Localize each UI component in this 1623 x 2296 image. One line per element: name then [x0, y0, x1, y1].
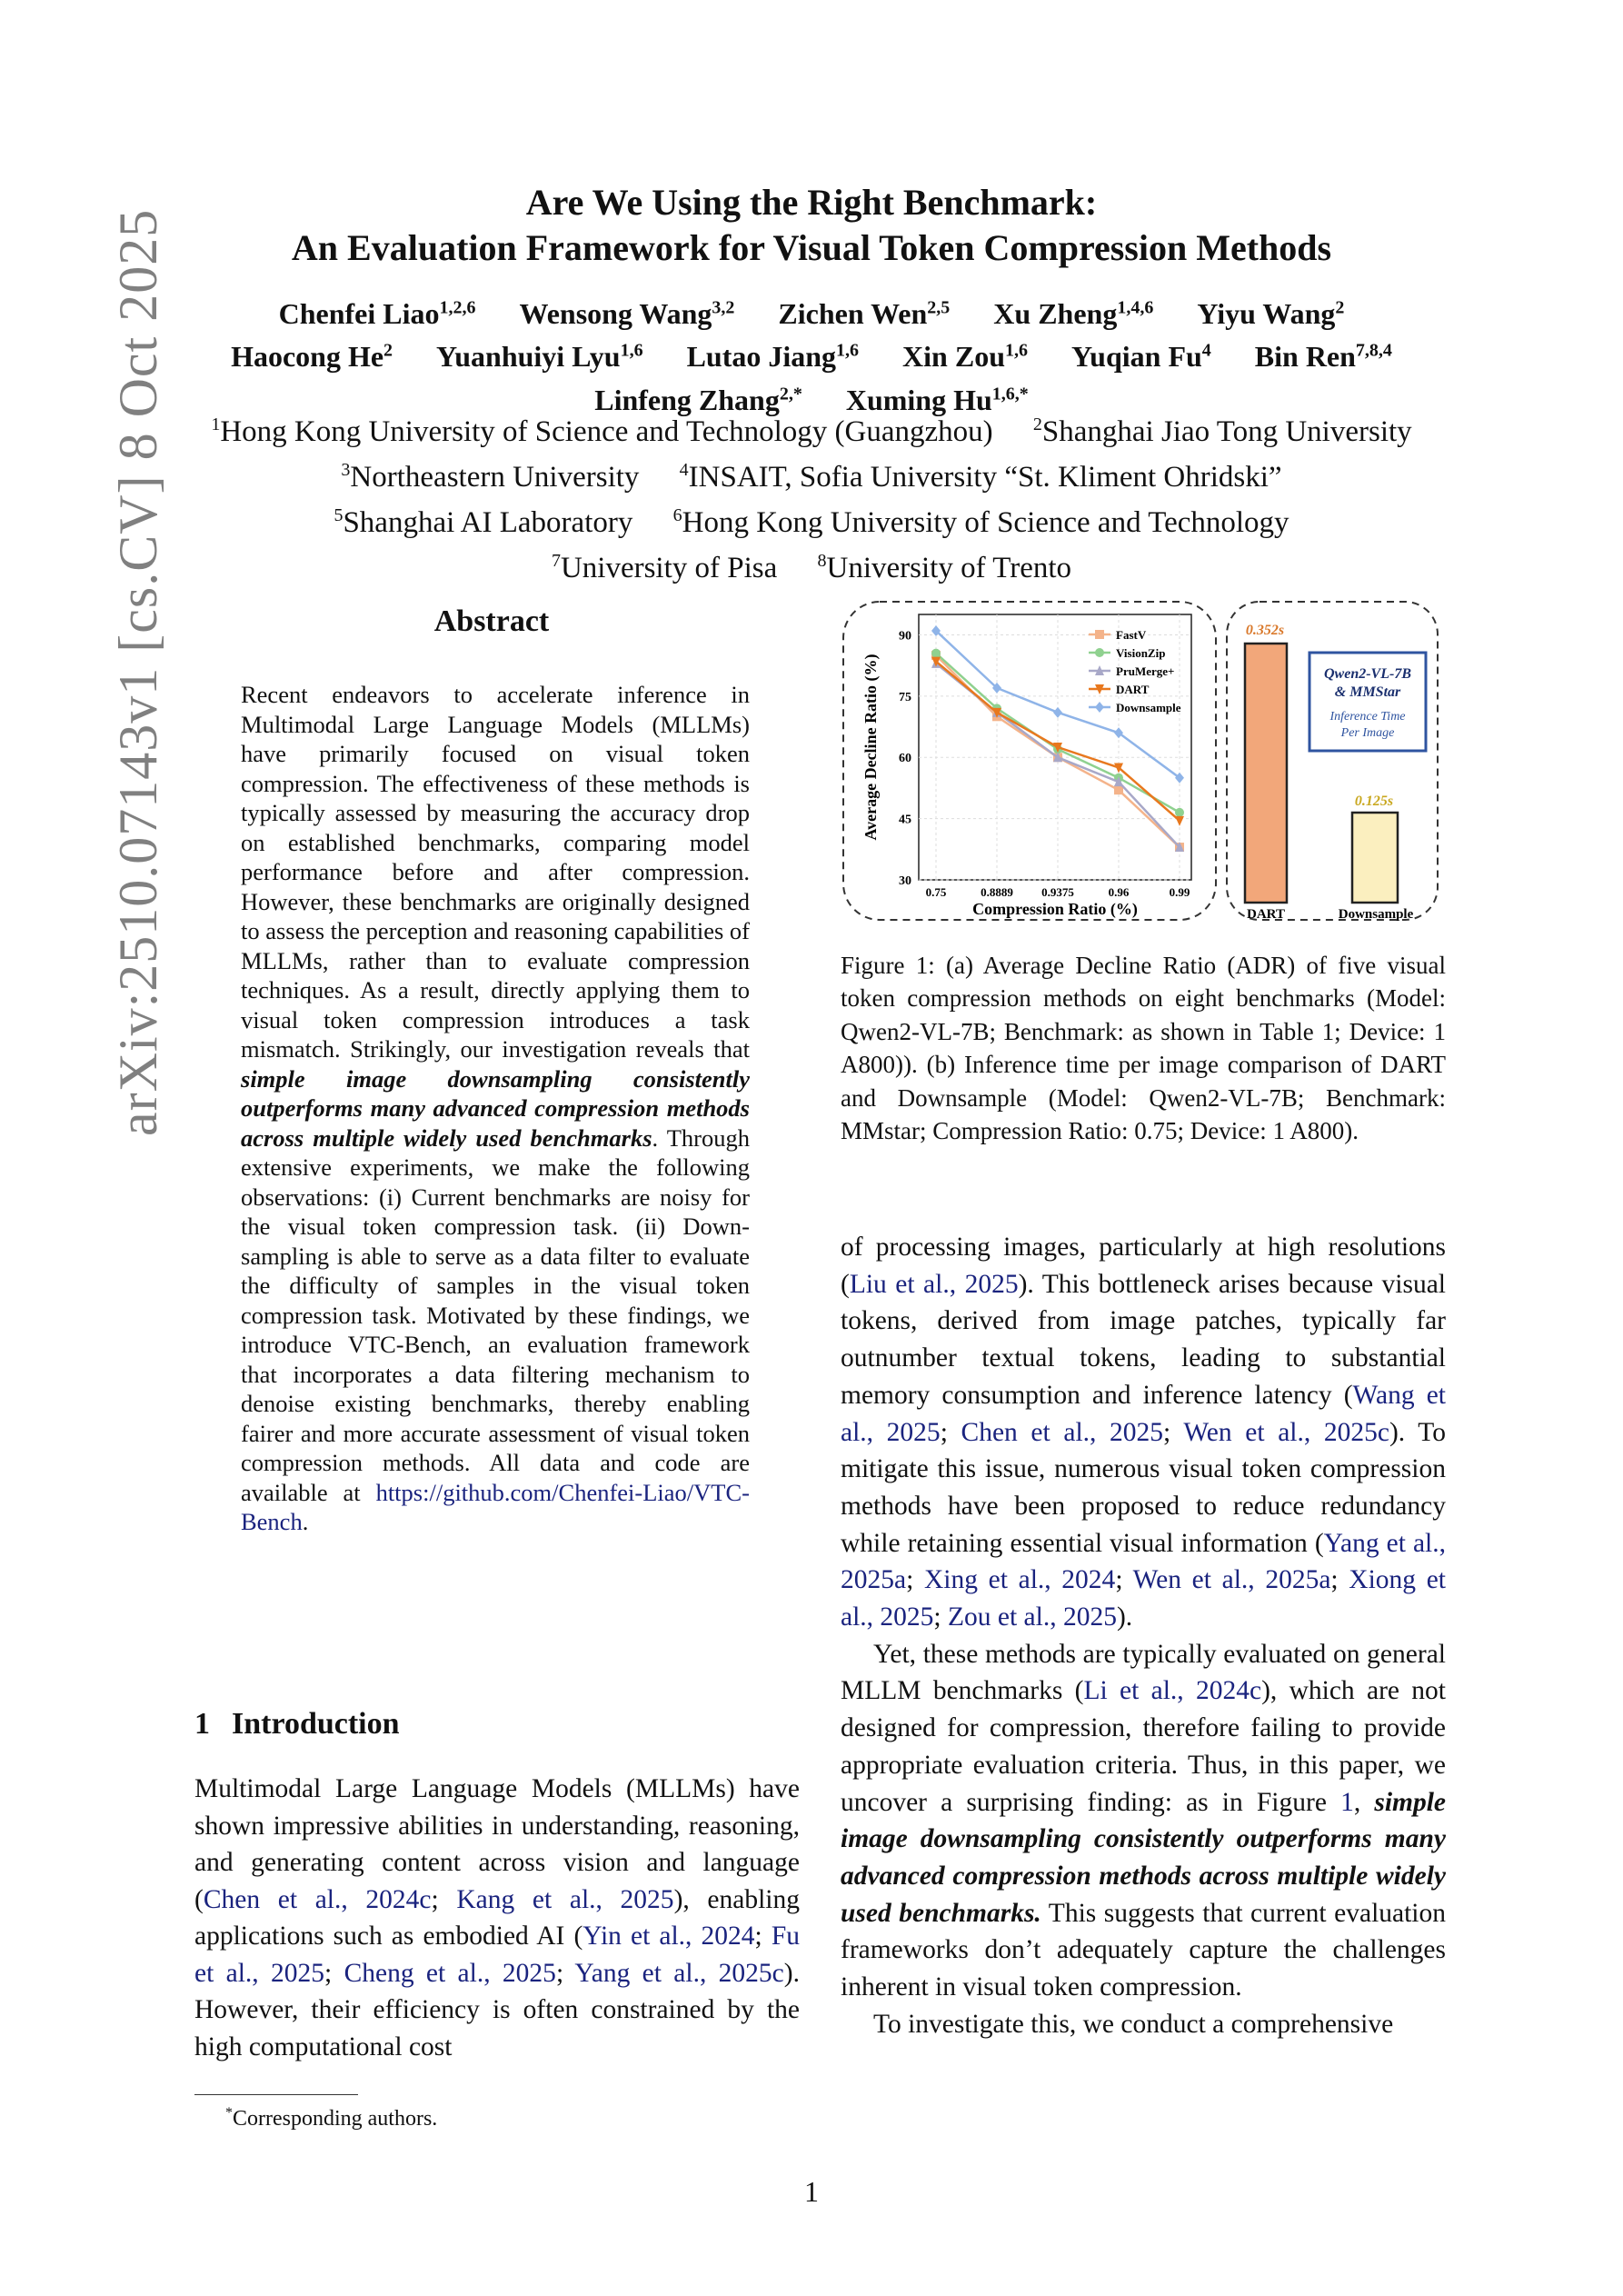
author: Yuanhuiyi Lyu$^{1,6}$ [436, 340, 643, 374]
abstract-body: Recent endeavors to accelerate inference in Multimodal Large Language Models (MLLMs) have primarily focused on visual token compression. The effectiveness of these methods is typically assessed by measuring the accuracy drop on established benchmarks, comparing model performance before and after compression. However, these benchmarks are originally designed to assess the perception and reasoning capabilities of MLLMs, rather than to evaluate compression techniques. As a result, directly applying them to visual token compression introduces a task mismatch. Strikingly, our investigation reveals that simple image downsampling consistently outperforms many advanced compression methods across multiple widely used benchmarks. Through extensive experiments, we make the following observations: (i) Current benchmarks are noisy for the visual token compression task. (ii) Down-sampling is able to serve as a data filter to evaluate the difficulty of samples in the visual token compression task. Motivated by these findings, we introduce VTC-Bench, an evaluation framework that incorporates a data filtering mechanism to denoise existing benchmarks, thereby enabling fairer and more accurate assessment of visual token compression methods. All data and code are available at https://github.com/Chenfei-Liao/VTC-Bench. [241, 681, 751, 1535]
y-tick-label: 30 [899, 874, 911, 888]
title-line-2: An Evaluation Framework for Visual Token Compression Methods [291, 227, 1332, 268]
right-column-text [841, 1229, 1446, 2042]
affiliation: $^4$INSAIT, Sofia University “St. Kliment Ohridski” [679, 460, 1282, 494]
citation-link[interactable]: Zou et al., 2025 [948, 1602, 1117, 1632]
arxiv-identifier: arXiv:2510.07143v1 [cs.CV] 8 Oct 2025 [108, 208, 168, 1136]
affiliation-list [109, 405, 1514, 587]
citation-link[interactable]: Liu et al., 2025 [849, 1269, 1019, 1299]
citation-link[interactable]: Kang et al., 2025 [456, 1884, 674, 1914]
author: Xuming $Hu^{1,6,*}$ [845, 383, 1029, 416]
y-tick-label: 90 [899, 629, 911, 644]
inference-time-bars [1245, 623, 1426, 922]
author: Chenfei Liao$^{1,2,6}$ [278, 296, 476, 330]
author: Haocong He$^2$ [231, 340, 393, 374]
citation-link[interactable]: Chen et al., 2025 [961, 1417, 1164, 1447]
downsample-bar-label: Downsample [1338, 907, 1414, 922]
y-tick-label: 75 [899, 690, 911, 704]
citation-link[interactable]: Yin et al., 2024 [582, 1922, 755, 1951]
legend-label: VisionZip [1116, 646, 1166, 660]
author: Yiyu Wang$^2$ [1197, 296, 1345, 330]
x-tick-label: 0.99 [1169, 885, 1190, 899]
legend-label: Downsample [1116, 701, 1181, 714]
citation-link[interactable]: Xiong et al., 2025 [841, 1565, 1447, 1632]
author: Lutao Jiang$^{1,6}$ [686, 340, 860, 374]
footnote-rule [194, 2094, 358, 2095]
x-axis-label: Compression Ratio (%) [972, 900, 1138, 918]
affiliation: $^7$University of Pisa [551, 551, 778, 584]
legend-label: DART [1116, 683, 1150, 696]
x-tick-label: 0.9375 [1041, 885, 1074, 899]
y-ticks [899, 629, 911, 888]
box-sub-2: Per Image [1340, 726, 1395, 740]
citation-link[interactable]: Wen et al., 2025c [1183, 1417, 1389, 1447]
figure-ref-link[interactable]: 1 [1340, 1787, 1354, 1817]
citation-link[interactable]: Chen et al., 2024c [203, 1884, 432, 1914]
line-chart [861, 614, 1191, 919]
dart-bar [1245, 644, 1287, 903]
paragraph: To investigate this, we conduct a comprehensive [873, 2009, 1394, 2039]
citation-link[interactable]: Yang et al., 2025a [841, 1528, 1446, 1595]
citation-link[interactable]: Xing et al., 2024 [923, 1565, 1116, 1595]
citation-link[interactable]: Wen et al., 2025a [1132, 1565, 1331, 1595]
paragraph: Yet, these methods are typically evaluated on general MLLM benchmarks (Li et al., 2024c), which are not designed for compression, therefore failing to provide appropriate evaluation criteria. Thus, in this paper, we uncover a surprising finding: as in Figure 1, simple image downsampling consistently outperforms many advanced compression methods across multiple widely used benchmarks. This suggests that current evaluation frameworks don’t adequately capture the challenges inherent in visual token compression. [841, 1639, 1447, 2002]
paragraph: of processing images, particularly at high resolutions (Liu et al., 2025). This bottleneck arises because visual tokens, derived from image patches, typically far outnumber textual tokens, leading to substantial memory consumption and inference latency (Wang et al., 2025; Chen et al., 2025; Wen et al., 2025c). To mitigate this issue, numerous visual token compression methods have been proposed to reduce redundancy while retaining essential visual information (Yang et al., 2025a; Xing et al., 2024; Wen et al., 2025a; Xiong et al., 2025; Zou et al., 2025). [841, 1233, 1447, 1632]
author: Zichen Wen$^{2,5}$ [778, 296, 951, 330]
affiliation: $^2$Shanghai Jiao Tong University [1032, 414, 1412, 448]
abstract-heading: Abstract [433, 604, 550, 638]
figure-1 [841, 598, 1441, 930]
box-sub-1: Inference Time [1329, 710, 1406, 724]
y-axis-label: Average Decline Ratio (%) [861, 654, 880, 841]
downsample-bar [1352, 813, 1398, 903]
author: Bin Ren$^{7,8,4}$ [1254, 340, 1392, 374]
affiliation: $^1$Hong Kong University of Science and Technology (Guangzhou) [211, 414, 993, 448]
downsample-time-label: 0.125s [1354, 794, 1394, 809]
author: Wensong Wang$^{3,2}$ [519, 296, 735, 330]
x-tick-label: 0.8889 [981, 885, 1013, 899]
author-list [109, 289, 1514, 419]
x-ticks [926, 885, 1190, 899]
dart-bar-label: DART [1247, 907, 1285, 922]
legend-label: PruMerge+ [1116, 664, 1175, 678]
figure-1-caption: Figure 1: (a) Average Decline Ratio (ADR) of five visual token compression methods on eight benchmarks (Model: Qwen2-VL-7B; Benchmark: as shown in Table 1; Device: 1 A800)). (b) Inference time per image comparison of DART and Downsample (Model: Qwen2-VL-7B; Benchmark: MMstar; Compression Ratio: 0.75; Device: 1 A800). [841, 952, 1446, 1145]
citation-link[interactable]: Cheng et al., 2025 [344, 1958, 556, 1988]
key-finding: simple image downsampling consistently outperforms many advanced compression methods across multiple widely used benchmarks. [841, 1787, 1447, 1928]
citation-link[interactable]: Fu et al., 2025 [194, 1922, 800, 1988]
github-link[interactable]: https://github.com/Chenfei-Liao/VTC-Bench [241, 1478, 750, 1535]
data-point [931, 649, 941, 658]
page-number: 1 [804, 2175, 819, 2208]
intro-paragraph: Multimodal Large Language Models (MLLMs) have shown impressive abilities in understanding, reasoning, and generating content across vision and language (Chen et al., 2024c; Kang et al., 2025), enabling applications such as embodied AI (Yin et al., 2024; Fu et al., 2025; Cheng et al., 2025; Yang et al., 2025c). However, their efficiency is often constrained by the high computational cost [194, 1774, 800, 2061]
author: Linfeng Zhang$^{2,*}$ [594, 383, 802, 416]
citation-link[interactable]: Wang et al., 2025 [841, 1380, 1446, 1447]
footnote: *Corresponding authors. [225, 2105, 438, 2131]
legend-label: FastV [1116, 628, 1147, 642]
y-tick-label: 60 [899, 752, 911, 766]
x-tick-label: 0.75 [925, 885, 947, 899]
y-tick-label: 45 [899, 813, 911, 827]
author: Xu Zheng$^{1,4,6}$ [993, 296, 1154, 330]
abstract-highlight: simple image downsampling consistently outperforms many advanced compression methods across multiple widely used benchmarks [241, 1064, 750, 1152]
paper-title [0, 180, 1623, 271]
citation-link[interactable]: Li et al., 2024c [1083, 1676, 1262, 1706]
affiliation: $^8$University of Trento [817, 551, 1072, 584]
legend-marker [1095, 630, 1104, 639]
legend-marker [1095, 648, 1104, 657]
title-line-1: Are We Using the Right Benchmark: [525, 182, 1098, 223]
author: Xin Zou$^{1,6}$ [902, 340, 1028, 374]
author: Yuqian Fu$^4$ [1070, 340, 1211, 374]
affiliation: $^5$Shanghai AI Laboratory [334, 505, 633, 539]
section-heading-introduction: 1 Introduction [194, 1707, 400, 1741]
affiliation: $^6$Hong Kong University of Science and Technology [672, 505, 1289, 539]
figure-1-svg [841, 598, 1441, 930]
data-point [1175, 808, 1184, 817]
box-title-2: & MMStar [1334, 684, 1401, 700]
x-tick-label: 0.96 [1108, 885, 1130, 899]
box-title-1: Qwen2-VL-7B [1324, 666, 1411, 682]
affiliation: $^3$Northeastern University [341, 460, 640, 494]
dart-time-label: 0.352s [1245, 623, 1285, 638]
citation-link[interactable]: Yang et al., 2025c [574, 1958, 784, 1988]
